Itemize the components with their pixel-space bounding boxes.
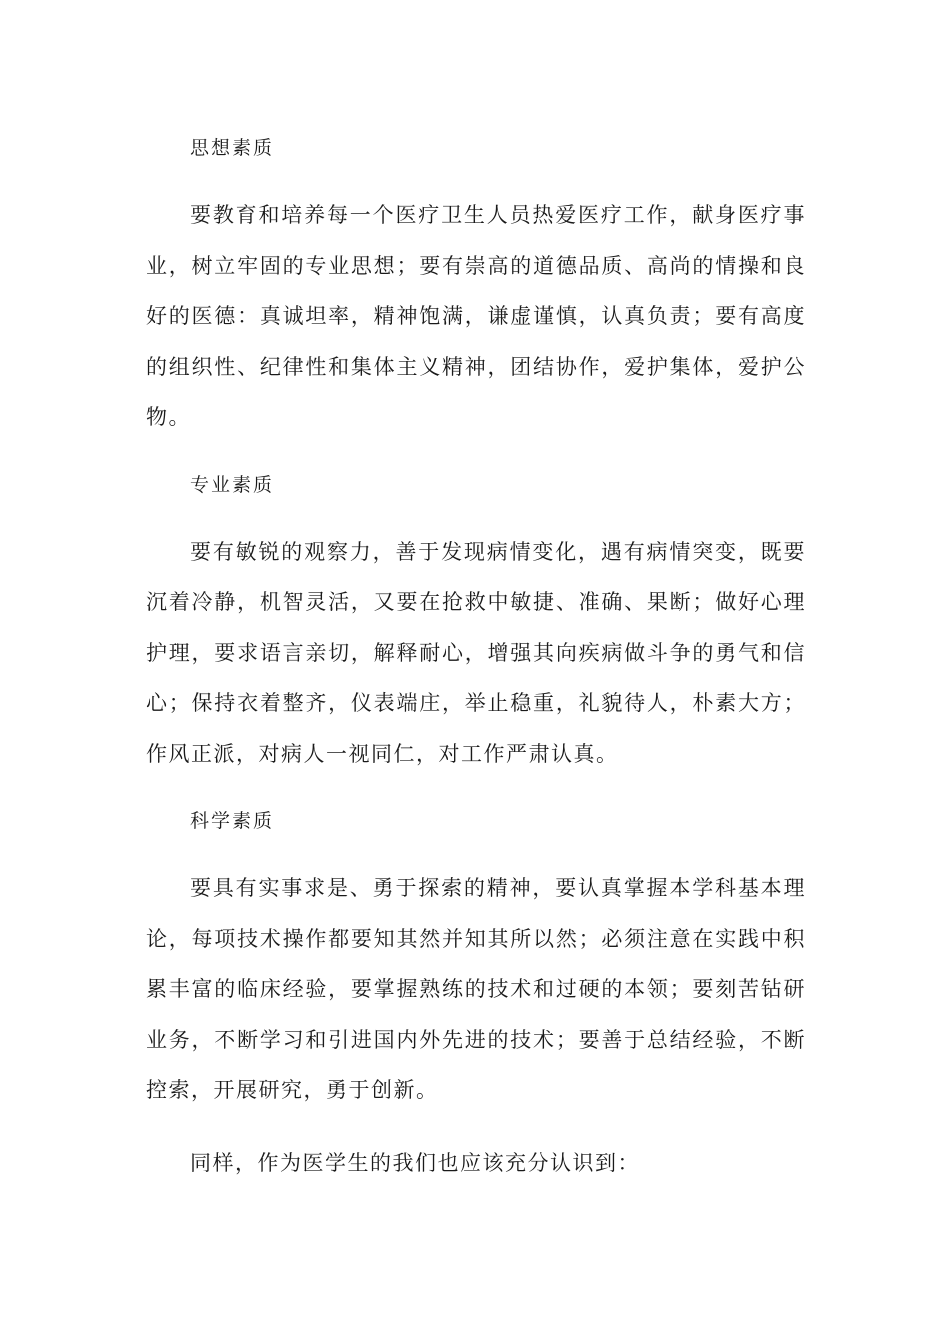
closing-paragraph: 同样，作为医学生的我们也应该充分认识到：: [190, 1150, 640, 1175]
document-body: [146, 128, 806, 1210]
section-paragraph-professional: 要有敏锐的观察力，善于发现病情变化，遇有病情突变，既要沉着冷静，机智灵活，又要在抢救中敏捷、准确、果断；做好心理护理，要求语言亲切，解释耐心，增强其向疾病做斗争的勇气和信心；保持衣着整齐，仪表端庄，举止稳重，礼貌待人，朴素大方；作风正派，对病人一视同仁，对工作严肃认真。: [146, 539, 806, 766]
section-paragraph-scientific: 要具有实事求是、勇于探索的精神，要认真掌握本学科基本理论，每项技术操作都要知其然并知其所以然；必须注意在实践中积累丰富的临床经验，要掌握熟练的技术和过硬的本领；要刻苦钻研业务，不断学习和引进国内外先进的技术；要善于总结经验，不断控索，开展研究，勇于创新。: [146, 876, 806, 1102]
section-heading-scientific: 科学素质: [190, 810, 275, 832]
section-heading-professional: 专业素质: [190, 473, 275, 496]
section-heading-ideology: 思想素质: [190, 137, 275, 159]
section-paragraph-ideology: 要教育和培养每一个医疗卫生人员热爱医疗工作，献身医疗事业，树立牢固的专业思想；要有崇高的道德品质、高尚的情操和良好的医德：真诚坦率，精神饱满，谦虚谨慎，认真负责；要有高度的组织性、纪律性和集体主义精神，团结协作，爱护集体，爱护公物。: [146, 203, 806, 429]
